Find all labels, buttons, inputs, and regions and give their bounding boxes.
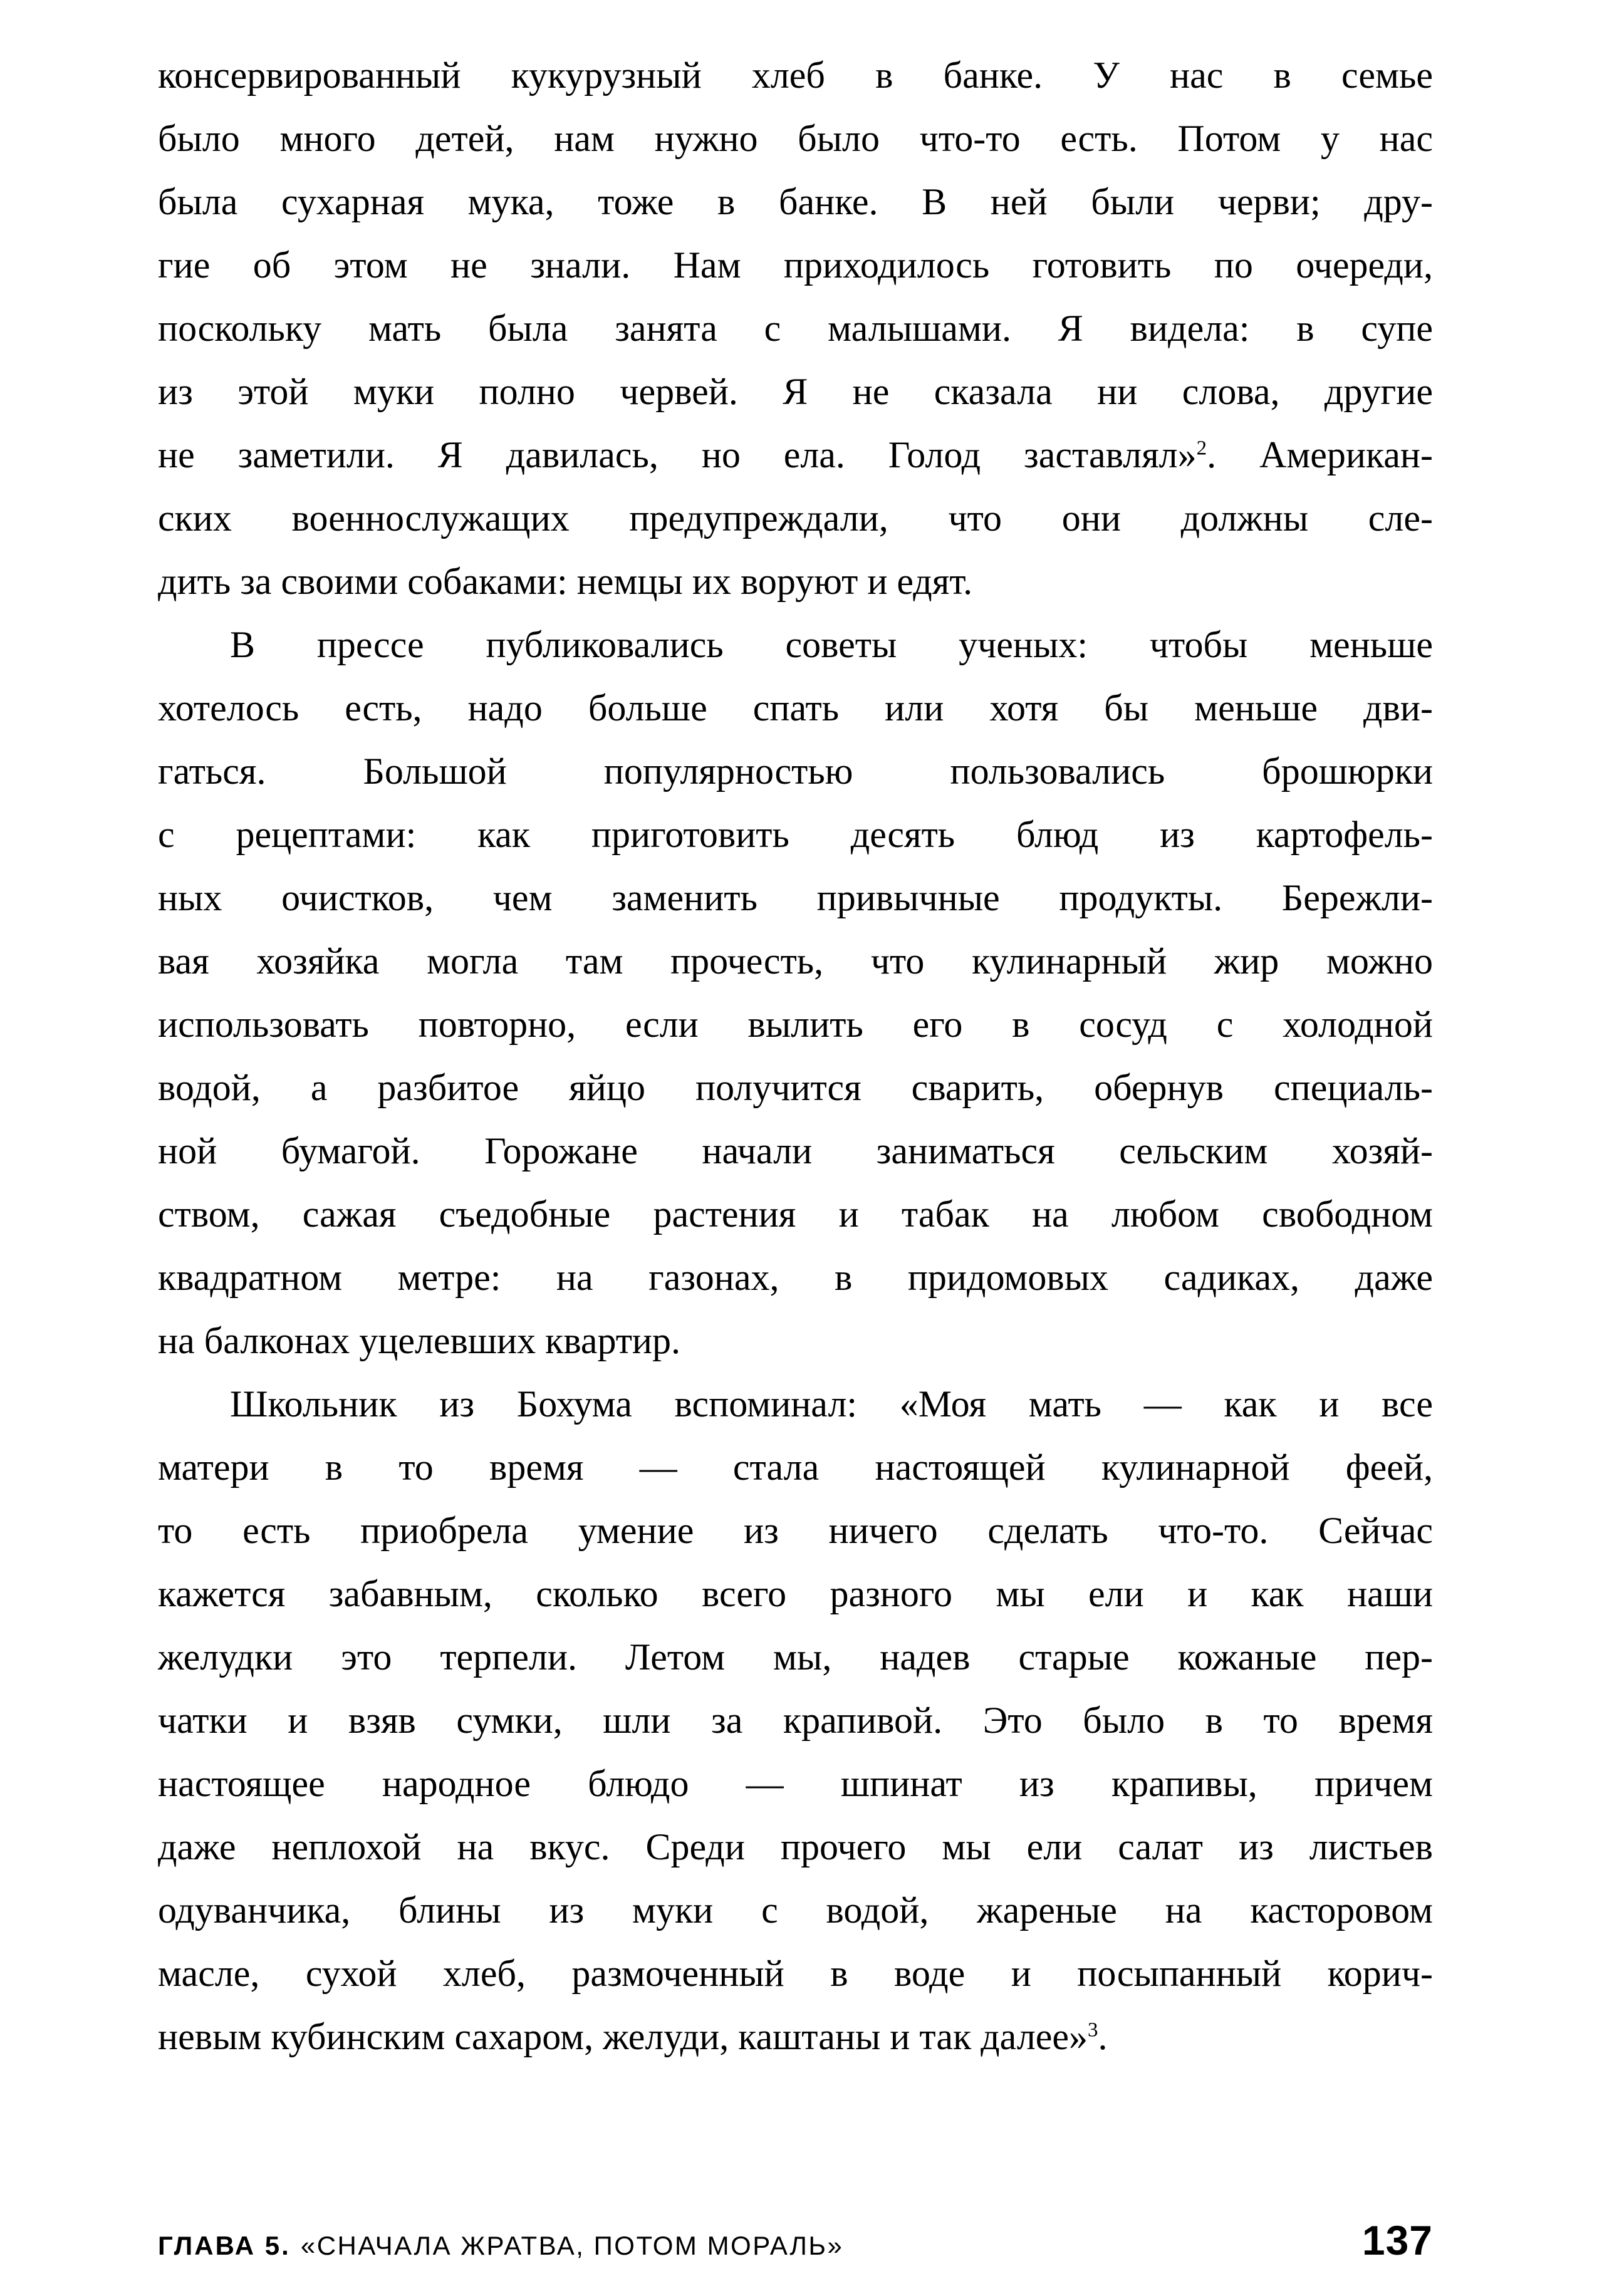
text-line: хотелось есть, надо больше спать или хотя бы меньше дви- [158, 687, 1433, 729]
text-line: Школьник из Бохума вспоминал: «Моя мать — как и все [230, 1383, 1433, 1425]
text-line: масле, сухой хлеб, размоченный в воде и посыпанный корич- [158, 1953, 1433, 1994]
chapter-title: «СНАЧАЛА ЖРАТВА, ПОТОМ МОРАЛЬ» [300, 2231, 844, 2260]
text-line: ной бумагой. Горожане начали заниматься сельским хозяй- [158, 1130, 1433, 1171]
text-line: поскольку мать была занята с малышами. Я видела: в супе [158, 308, 1433, 349]
text-line: В прессе публиковались советы ученых: чтобы меньше [230, 624, 1433, 665]
text-line: одуванчика, блины из муки с водой, жареные на касторовом [158, 1889, 1433, 1931]
page-number: 137 [1361, 2217, 1433, 2263]
text-line: настоящее народное блюдо — шпинат из крапивы, причем [158, 1763, 1433, 1804]
text-line: дить за своими собаками: немцы их воруют и едят. [158, 561, 973, 602]
chapter-label: ГЛАВА 5. [158, 2231, 291, 2260]
text-line: гаться. Большой популярностью пользовались брошюрки [158, 751, 1433, 792]
text-line: ских военнослужащих предупреждали, что они должны сле- [158, 497, 1433, 539]
text-line: водой, а разбитое яйцо получится сварить, обернув специаль- [158, 1067, 1433, 1108]
text-line: гие об этом не знали. Нам приходилось готовить по очереди, [158, 244, 1433, 286]
text-line: невым кубинским сахаром, желуди, каштаны и так далее»$^3$. [158, 2016, 1108, 2057]
text-line: не заметили. Я давилась, но ела. Голод заставлял»$^2$. Американ- [158, 434, 1433, 475]
text-block [158, 44, 1433, 2069]
text-line: на балконах уцелевших квартир. [158, 1320, 681, 1361]
text-line: ных очистков, чем заменить привычные продукты. Бережли- [158, 877, 1433, 918]
text-line: была сухарная мука, тоже в банке. В ней были черви; дру- [158, 181, 1433, 222]
paragraph [158, 44, 1433, 613]
footnote-reference: 3 [1088, 2018, 1098, 2042]
page-footer [158, 2216, 1433, 2264]
paragraph [158, 1373, 1433, 2069]
text-line: даже неплохой на вкус. Среди прочего мы ели салат из листьев [158, 1826, 1433, 1867]
text-line: из этой муки полно червей. Я не сказала ни слова, другие [158, 371, 1433, 412]
paragraph [158, 613, 1433, 1373]
text-line: вая хозяйка могла там прочесть, что кулинарный жир можно [158, 940, 1433, 982]
text-line: использовать повторно, если вылить его в сосуд с холодной [158, 1004, 1433, 1045]
running-title [158, 2231, 843, 2261]
text-line: матери в то время — стала настоящей кулинарной феей, [158, 1447, 1433, 1488]
text-line: консервированный кукурузный хлеб в банке. У нас в семье [158, 55, 1433, 96]
footnote-reference: 2 [1196, 437, 1207, 460]
text-line: ством, сажая съедобные растения и табак на любом свободном [158, 1193, 1433, 1235]
text-line: было много детей, нам нужно было что-то есть. Потом у нас [158, 118, 1433, 159]
text-line: квадратном метре: на газонах, в придомовых садиках, даже [158, 1257, 1433, 1298]
text-line: желудки это терпели. Летом мы, надев старые кожаные пер- [158, 1636, 1433, 1678]
text-line: кажется забавным, сколько всего разного мы ели и как наши [158, 1573, 1433, 1614]
text-line: с рецептами: как приготовить десять блюд из картофель- [158, 814, 1433, 855]
text-line: чатки и взяв сумки, шли за крапивой. Это было в то время [158, 1700, 1433, 1741]
text-line: то есть приобрела умение из ничего сделать что-то. Сейчас [158, 1510, 1433, 1551]
